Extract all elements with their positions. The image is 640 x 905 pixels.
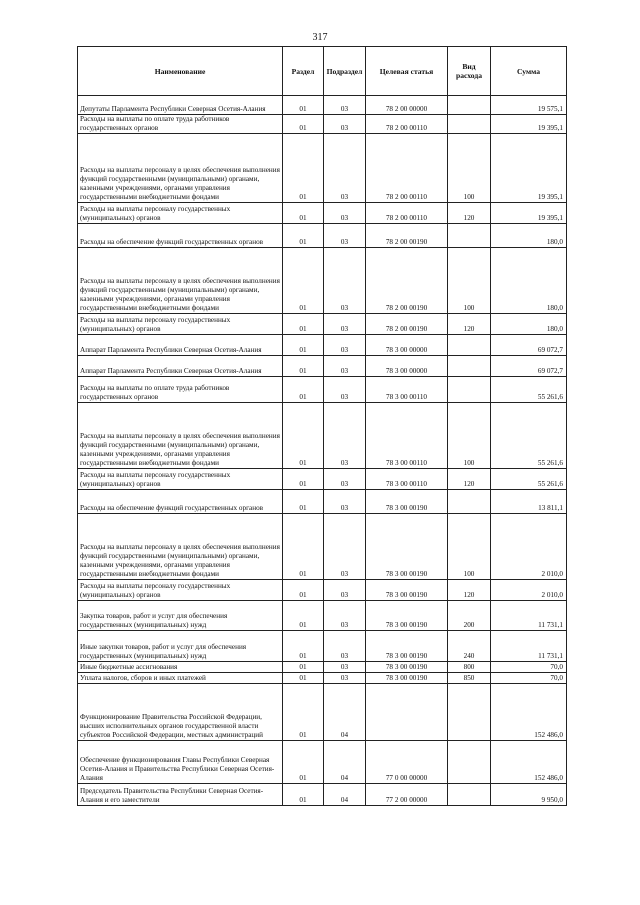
row-target: 78 2 00 00110 <box>366 115 448 134</box>
row-target: 78 3 00 00110 <box>366 377 448 403</box>
row-name: Иные бюджетные ассигнования <box>78 662 283 673</box>
header-vid: Вид расхода <box>448 47 491 96</box>
row-name: Обеспечение функционирования Главы Республики Северная Осетия-Алания и Правительства Республики Северная Осетия-Алания <box>78 741 283 784</box>
row-target: 78 2 00 00110 <box>366 203 448 224</box>
row-sum: 2 010,0 <box>491 580 567 601</box>
row-podrazdel: 03 <box>324 631 366 662</box>
row-podrazdel: 03 <box>324 248 366 314</box>
row-target: 77 2 00 00000 <box>366 784 448 806</box>
row-sum: 19 575,1 <box>491 96 567 115</box>
row-vid <box>448 356 491 377</box>
row-name: Аппарат Парламента Республики Северная Осетия-Алания <box>78 335 283 356</box>
row-podrazdel: 04 <box>324 784 366 806</box>
row-target: 78 3 00 00190 <box>366 514 448 580</box>
row-name: Закупка товаров, работ и услуг для обеспечения государственных (муниципальных) нужд <box>78 601 283 631</box>
table-row <box>78 314 567 335</box>
table-header-row <box>78 47 567 96</box>
row-target: 78 2 00 00190 <box>366 314 448 335</box>
row-razdel: 01 <box>283 377 324 403</box>
row-name: Председатель Правительства Республики Северная Осетия-Алания и его заместители <box>78 784 283 806</box>
table-row <box>78 490 567 514</box>
table-row <box>78 115 567 134</box>
row-vid: 200 <box>448 601 491 631</box>
row-name: Уплата налогов, сборов и иных платежей <box>78 673 283 684</box>
row-razdel: 01 <box>283 631 324 662</box>
table-row <box>78 96 567 115</box>
row-razdel: 01 <box>283 469 324 490</box>
row-vid: 800 <box>448 662 491 673</box>
header-razdel: Раздел <box>283 47 324 96</box>
row-name: Расходы на обеспечение функций государственных органов <box>78 490 283 514</box>
row-vid: 100 <box>448 248 491 314</box>
row-podrazdel: 03 <box>324 335 366 356</box>
row-razdel: 01 <box>283 784 324 806</box>
row-name: Депутаты Парламента Республики Северная Осетия-Алания <box>78 96 283 115</box>
table-row <box>78 684 567 741</box>
row-podrazdel: 03 <box>324 514 366 580</box>
row-name: Функционирование Правительства Российской Федерации, высших исполнительных органов государственной власти субъектов Российской Федерации, местных администраций <box>78 684 283 741</box>
row-razdel: 01 <box>283 490 324 514</box>
row-podrazdel: 03 <box>324 134 366 203</box>
row-name: Расходы на выплаты по оплате труда работников государственных органов <box>78 377 283 403</box>
row-vid: 100 <box>448 403 491 469</box>
row-target: 78 3 00 00190 <box>366 631 448 662</box>
table-row <box>78 356 567 377</box>
row-target: 78 2 00 00190 <box>366 224 448 248</box>
row-podrazdel: 03 <box>324 469 366 490</box>
row-name: Иные закупки товаров, работ и услуг для обеспечения государственных (муниципальных) нужд <box>78 631 283 662</box>
header-target: Целевая статья <box>366 47 448 96</box>
row-sum: 55 261,6 <box>491 403 567 469</box>
row-sum: 152 486,0 <box>491 741 567 784</box>
row-sum: 19 395,1 <box>491 115 567 134</box>
row-podrazdel: 03 <box>324 314 366 335</box>
row-podrazdel: 03 <box>324 403 366 469</box>
row-sum: 2 010,0 <box>491 514 567 580</box>
row-razdel: 01 <box>283 134 324 203</box>
row-razdel: 01 <box>283 203 324 224</box>
row-name: Расходы на выплаты персоналу в целях обеспечения выполнения функций государственными (муниципальными) органами, казенными учреждениями, органами управления государственными внебюджетными фондами <box>78 403 283 469</box>
row-podrazdel: 03 <box>324 673 366 684</box>
table-row <box>78 403 567 469</box>
table-row <box>78 784 567 806</box>
row-razdel: 01 <box>283 601 324 631</box>
row-target: 78 2 00 00000 <box>366 96 448 115</box>
row-target: 78 2 00 00110 <box>366 134 448 203</box>
row-sum: 70,0 <box>491 673 567 684</box>
row-sum: 55 261,6 <box>491 377 567 403</box>
table-body <box>78 96 567 806</box>
row-target: 78 3 00 00190 <box>366 662 448 673</box>
table-row <box>78 601 567 631</box>
row-vid <box>448 784 491 806</box>
row-podrazdel: 03 <box>324 662 366 673</box>
row-target: 78 3 00 00190 <box>366 580 448 601</box>
row-name: Расходы на выплаты персоналу государственных (муниципальных) органов <box>78 580 283 601</box>
row-target: 78 3 00 00190 <box>366 673 448 684</box>
row-razdel: 01 <box>283 403 324 469</box>
row-sum: 180,0 <box>491 314 567 335</box>
row-podrazdel: 04 <box>324 684 366 741</box>
table-row <box>78 469 567 490</box>
row-vid: 120 <box>448 203 491 224</box>
row-vid <box>448 224 491 248</box>
row-vid: 240 <box>448 631 491 662</box>
row-target: 78 3 00 00000 <box>366 335 448 356</box>
row-razdel: 01 <box>283 314 324 335</box>
table-row <box>78 673 567 684</box>
row-podrazdel: 03 <box>324 224 366 248</box>
row-razdel: 01 <box>283 224 324 248</box>
table-row <box>78 377 567 403</box>
table-row <box>78 224 567 248</box>
row-razdel: 01 <box>283 248 324 314</box>
row-vid <box>448 684 491 741</box>
table-row <box>78 248 567 314</box>
row-podrazdel: 04 <box>324 741 366 784</box>
table-row <box>78 580 567 601</box>
row-vid <box>448 335 491 356</box>
row-target: 78 2 00 00190 <box>366 248 448 314</box>
row-sum: 69 072,7 <box>491 335 567 356</box>
row-vid: 120 <box>448 469 491 490</box>
row-target: 77 0 00 00000 <box>366 741 448 784</box>
row-razdel: 01 <box>283 673 324 684</box>
table-row <box>78 631 567 662</box>
row-razdel: 01 <box>283 356 324 377</box>
row-podrazdel: 03 <box>324 601 366 631</box>
row-vid: 100 <box>448 514 491 580</box>
row-vid <box>448 490 491 514</box>
table-row <box>78 203 567 224</box>
row-sum: 19 395,1 <box>491 134 567 203</box>
row-podrazdel: 03 <box>324 356 366 377</box>
row-name: Расходы на выплаты персоналу государственных (муниципальных) органов <box>78 469 283 490</box>
row-sum: 70,0 <box>491 662 567 673</box>
table-row <box>78 335 567 356</box>
row-vid: 120 <box>448 314 491 335</box>
row-vid <box>448 741 491 784</box>
row-vid <box>448 96 491 115</box>
row-target: 78 3 00 00190 <box>366 601 448 631</box>
table-row <box>78 134 567 203</box>
row-podrazdel: 03 <box>324 203 366 224</box>
row-razdel: 01 <box>283 335 324 356</box>
row-target <box>366 684 448 741</box>
row-vid: 850 <box>448 673 491 684</box>
row-podrazdel: 03 <box>324 377 366 403</box>
row-podrazdel: 03 <box>324 490 366 514</box>
row-target: 78 3 00 00190 <box>366 490 448 514</box>
row-name: Расходы на выплаты персоналу государственных (муниципальных) органов <box>78 314 283 335</box>
page-number: 317 <box>312 32 328 43</box>
header-sum: Сумма <box>491 47 567 96</box>
row-vid <box>448 115 491 134</box>
row-name: Расходы на выплаты персоналу государственных (муниципальных) органов <box>78 203 283 224</box>
row-vid: 100 <box>448 134 491 203</box>
row-sum: 69 072,7 <box>491 356 567 377</box>
header-name: Наименование <box>78 47 283 96</box>
row-sum: 11 731,1 <box>491 631 567 662</box>
row-sum: 180,0 <box>491 248 567 314</box>
row-sum: 11 731,1 <box>491 601 567 631</box>
row-name: Расходы на выплаты персоналу в целях обеспечения выполнения функций государственными (муниципальными) органами, казенными учреждениями, органами управления государственными внебюджетными фондами <box>78 248 283 314</box>
table-row <box>78 662 567 673</box>
row-razdel: 01 <box>283 96 324 115</box>
header-podrazdel: Подраздел <box>324 47 366 96</box>
row-target: 78 3 00 00110 <box>366 469 448 490</box>
row-sum: 55 261,6 <box>491 469 567 490</box>
row-razdel: 01 <box>283 662 324 673</box>
row-name: Расходы на обеспечение функций государственных органов <box>78 224 283 248</box>
row-razdel: 01 <box>283 580 324 601</box>
row-name: Расходы на выплаты персоналу в целях обеспечения выполнения функций государственными (муниципальными) органами, казенными учреждениями, органами управления государственными внебюджетными фондами <box>78 134 283 203</box>
row-sum: 19 395,1 <box>491 203 567 224</box>
row-razdel: 01 <box>283 514 324 580</box>
row-sum: 152 486,0 <box>491 684 567 741</box>
row-name: Расходы на выплаты персоналу в целях обеспечения выполнения функций государственными (муниципальными) органами, казенными учреждениями, органами управления государственными внебюджетными фондами <box>78 514 283 580</box>
row-sum: 13 811,1 <box>491 490 567 514</box>
row-vid <box>448 377 491 403</box>
row-podrazdel: 03 <box>324 96 366 115</box>
table-row <box>78 514 567 580</box>
table-row <box>78 741 567 784</box>
row-sum: 9 950,0 <box>491 784 567 806</box>
row-razdel: 01 <box>283 741 324 784</box>
budget-table <box>77 46 567 806</box>
row-sum: 180,0 <box>491 224 567 248</box>
row-razdel: 01 <box>283 115 324 134</box>
row-vid: 120 <box>448 580 491 601</box>
row-target: 78 3 00 00110 <box>366 403 448 469</box>
row-name: Расходы на выплаты по оплате труда работников государственных органов <box>78 115 283 134</box>
row-razdel: 01 <box>283 684 324 741</box>
row-target: 78 3 00 00000 <box>366 356 448 377</box>
row-podrazdel: 03 <box>324 115 366 134</box>
row-name: Аппарат Парламента Республики Северная Осетия-Алания <box>78 356 283 377</box>
row-podrazdel: 03 <box>324 580 366 601</box>
